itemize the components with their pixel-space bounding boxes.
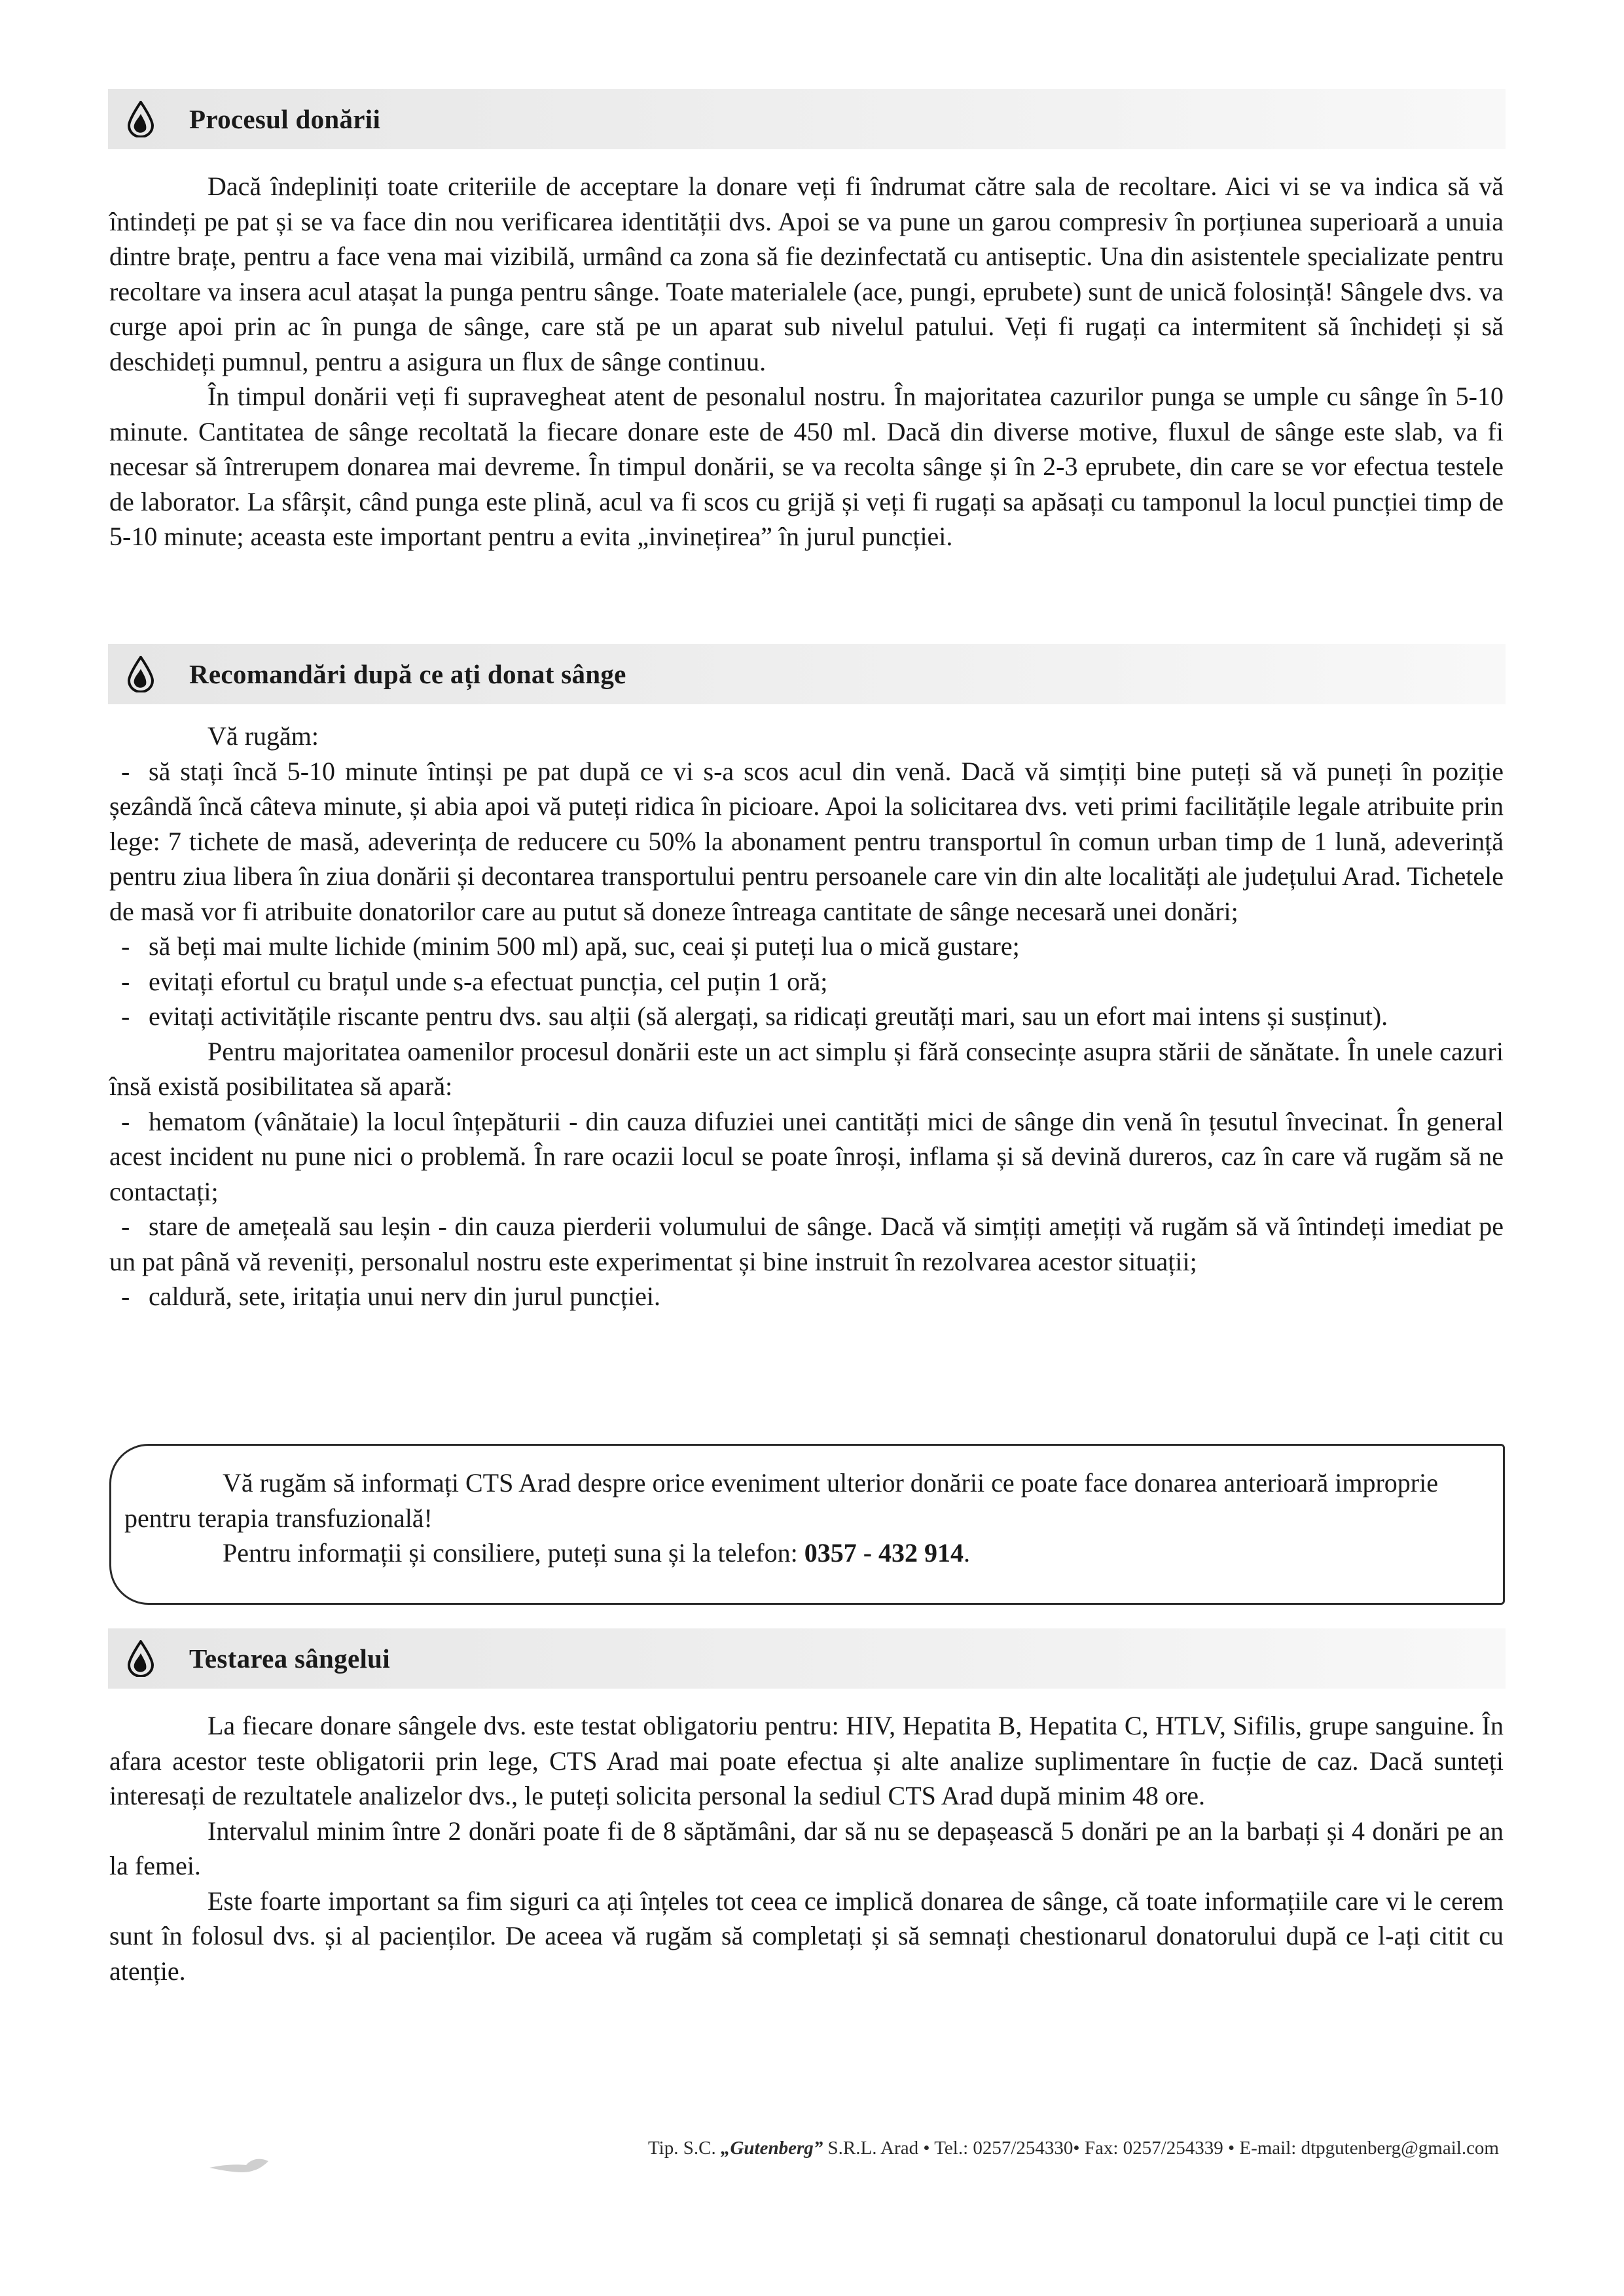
- section-procesul-donarii: [108, 89, 1506, 554]
- paragraph: Pentru majoritatea oamenilor procesul donării este un act simplu și fără consecințe asupra stării de sănătate. În unele cazuri însă există posibilitatea să apară:: [109, 1036, 1504, 1101]
- paragraph: Dacă îndepliniți toate criteriile de acceptare la donare veți fi îndrumat către sala de recoltare. Aici vi se va indica să vă întindeți pe pat și se va face din nou verificarea identității dvs. Apoi se va pune un garou compresiv în porțiunea superioară a unuia dintre brațe, pentru a face vena mai vizibilă, urmând ca zona să fie dezinfectată cu antiseptic. Una din asistentele specializate pentru recoltare va insera acul atașat la punga pentru sânge. Toate materialele (ace, pungi, eprubete) sunt de unică folosință! Sângele dvs. va curge apoi prin ac în punga de sânge, care stă pe un aparat sub nivelul patului. Veți fi rugați ca intermitent să închideți și să deschideți pumnul, pentru a asigura un flux de sânge continuu.: [109, 171, 1504, 376]
- scan-smudge: [208, 2155, 274, 2177]
- section-body: [109, 1708, 1504, 1988]
- list-item: - evitați activitățile riscante pentru dvs. sau alții (să alergați, sa ridicați greutăți mari, sau un efort mai intens și susținut).: [121, 1001, 1388, 1031]
- printer-footer: Tip. S.C. „Gutenberg” S.R.L. Arad • Tel.: 0257/254330• Fax: 0257/254339 • E-mail: dtpgutenberg@gmail.com: [647, 2138, 1499, 2159]
- section-heading-bar: [108, 644, 1506, 704]
- section-title: Procesul donării: [189, 104, 381, 134]
- list-item: - hematom (vânătaie) la locul înțepăturii - din cauza difuziei unei cantități mici de sânge din venă în țesutul învecinat. În general acest incident nu pune nici o problemă. În rare ocazii locul se poate înroși, inflama și să devină dureros, caz în care vă rugăm să ne contactați;: [109, 1106, 1504, 1206]
- blood-drop-icon: [126, 1640, 155, 1677]
- section-heading-bar: [108, 89, 1506, 149]
- list-item: - să beți mai multe lichide (minim 500 ml) apă, suc, ceai și puteți lua o mică gustare;: [121, 931, 1020, 961]
- paragraph: În timpul donării veți fi supravegheat atent de pesonalul nostru. În majoritatea cazurilor punga se umple cu sânge în 5-10 minute. Cantitatea de sânge recoltată la fiecare donare este de 450 ml. Dacă din diverse motive, fluxul de sânge este slab, va fi necesar să întrerupem donarea mai devreme. În timpul donării, se va recolta sânge și în 2-3 eprubete, din care se vor efectua testele de laborator. La sfârșit, când punga este plină, acul va fi scos cu grijă și veți fi rugați sa apăsați cu tamponul la locul puncției timp de 5-10 minute; aceasta este important pentru a evita „invinețirea” în jurul puncției.: [109, 382, 1504, 551]
- notice-box: [109, 1444, 1505, 1605]
- notice-content: [124, 1465, 1492, 1571]
- contact-line: Pentru informații și consiliere, puteți suna și la telefon: 0357 - 432 914.: [223, 1538, 971, 1568]
- paragraph: Este foarte important sa fim siguri ca ați înțeles tot ceea ce implică donarea de sânge, că toate informațiile care vi le cerem sunt în folosul dvs. și al pacienților. De aceea vă rugăm să completați și să semnați chestionarul donatorului după ce l-ați citit cu atenție.: [109, 1886, 1504, 1986]
- section-heading-bar: [108, 1628, 1506, 1689]
- blood-drop-icon: [126, 656, 155, 692]
- notice-text: Vă rugăm să informați CTS Arad despre orice eveniment ulterior donării ce poate face donarea anterioară improprie pentru terapia transfuzională!: [124, 1468, 1438, 1533]
- phone-number: 0357 - 432 914: [804, 1538, 964, 1568]
- list-item: - caldură, sete, iritația unui nerv din jurul puncției.: [121, 1282, 660, 1311]
- section-body: [109, 169, 1504, 554]
- section-title: Testarea sângelui: [189, 1643, 390, 1674]
- section-title: Recomandări după ce ați donat sânge: [189, 659, 626, 689]
- paragraph: La fiecare donare sângele dvs. este testat obligatoriu pentru: HIV, Hepatita B, Hepatita C, HTLV, Sifilis, grupe sanguine. În afara acestor teste obligatorii prin lege, CTS Arad mai poate efectua și alte analize suplimentare în fucție de caz. Dacă sunteți interesați de rezultatele analizelor dvs., le puteți solicita personal la sediul CTS Arad după minim 48 ore.: [109, 1711, 1504, 1810]
- list-item: - să stați încă 5-10 minute întinși pe pat după ce vi s-a scos acul din venă. Dacă vă simțiți bine puteți să vă puneți în poziție șezândă încă câteva minute, și abia apoi vă puteți ridica în picioare. Apoi la solicitarea dvs. veti primi facilitățile legale atribuite prin lege: 7 tichete de masă, adeverința de reducere cu 50% la abonament pentru transportul în comun urban timp de 1 lună, adeverință pentru ziua libera în ziua donării și decontarea transportului pentru persoanele care vin din alte localități ale județului Arad. Tichetele de masă vor fi atribuite donatorilor care au putut să doneze întreaga cantitate de sânge necesară unei donări;: [109, 756, 1504, 926]
- section-body: [109, 719, 1504, 1314]
- intro-text: Vă rugăm:: [208, 721, 319, 751]
- paragraph: Intervalul minim între 2 donări poate fi de 8 săptămâni, dar să nu se depașească 5 donări pe an la barbați și 4 donări pe an la femei.: [109, 1816, 1504, 1880]
- blood-drop-icon: [126, 101, 155, 137]
- section-testarea-sangelui: [108, 1628, 1506, 1988]
- list-item: - evitați efortul cu brațul unde s-a efectuat puncția, cel puțin 1 oră;: [121, 966, 828, 996]
- list-item: - stare de amețeală sau leșin - din cauza pierderii volumului de sânge. Dacă vă simțiți amețiți vă rugăm să vă întindeți imediat pe un pat până vă reveniți, personalul nostru este experimentat și bine instruit în rezolvarea acestor situații;: [109, 1211, 1504, 1276]
- printer-name: „Gutenberg”: [720, 2138, 823, 2159]
- section-recomandari: [108, 644, 1506, 1314]
